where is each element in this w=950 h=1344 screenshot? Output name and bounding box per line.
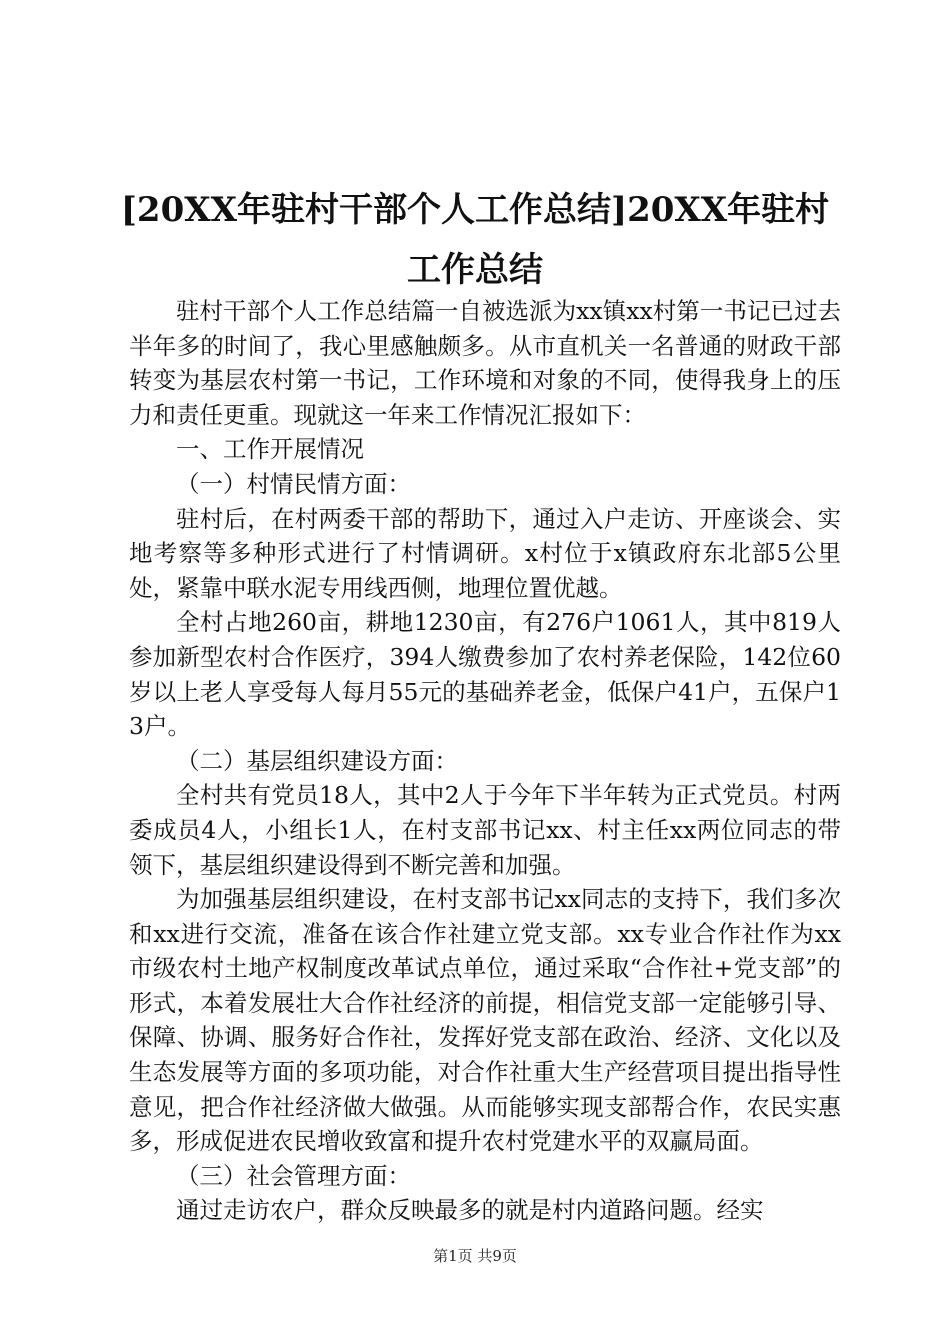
paragraph-cooperative: 为加强基层组织建设，在村支部书记xx同志的支持下，我们多次和xx进行交流，准备在该合作社建立党支部。xx专业合作社作为xx市级农村土地产权制度改革试点单位，通过采取“合作社+党支部”的形式，本着发展壮大合作社经济的前提，相信党支部一定能够引导、保障、协调、服务好合作社，发挥好党支部在政治、经济、文化以及生态发展等方面的多项功能，对合作社重大生产经营项目提出指导性意见，把合作社经济做大做强。从而能够实现支部帮合作，农民实惠多，形成促进农民增收致富和提升农村党建水平的双赢局面。 xyxy=(129,885,841,1156)
section-heading-1: 一、工作开展情况 xyxy=(176,435,364,464)
subsection-heading-1: （一）村情民情方面： xyxy=(176,469,411,498)
subsection-heading-2: （二）基层组织建设方面： xyxy=(176,746,458,775)
document-title-line-1: [20XX年驻村干部个人工作总结]20XX年驻村 xyxy=(120,190,830,230)
paragraph-village-survey: 驻村后，在村两委干部的帮助下，通过入户走访、开座谈会、实地考察等多种形式进行了村情调研。x村位于x镇政府东北部5公里处，紧靠中联水泥专用线西侧，地理位置优越。 xyxy=(129,504,841,602)
document-title-line-2: 工作总结 xyxy=(407,250,543,290)
document-body xyxy=(129,294,841,1228)
paragraph-party-members: 全村共有党员18人，其中2人于今年下半年转为正式党员。村两委成员4人，小组长1人，在村支部书记xx、村主任xx两位同志的带领下，基层组织建设得到不断完善和加强。 xyxy=(129,781,841,879)
paragraph-village-stats: 全村占地260亩，耕地1230亩，有276户1061人，其中819人参加新型农村合作医疗，394人缴费参加了农村养老保险，142位60岁以上老人享受每人每月55元的基础养老金，低保户41户，五保户13户。 xyxy=(129,608,841,741)
paragraph-intro: 驻村干部个人工作总结篇一自被选派为xx镇xx村第一书记已过去半年多的时间了，我心里感触颇多。从市直机关一名普通的财政干部转变为基层农村第一书记，工作环境和对象的不同，使得我身上的压力和责任更重。现就这一年来工作情况汇报如下： xyxy=(129,297,841,429)
page-footer: 第1页 共9页 xyxy=(433,1247,517,1265)
paragraph-road-issue: 通过走访农户，群众反映最多的就是村内道路问题。经实 xyxy=(176,1196,764,1225)
subsection-heading-3: （三）社会管理方面： xyxy=(176,1161,411,1190)
